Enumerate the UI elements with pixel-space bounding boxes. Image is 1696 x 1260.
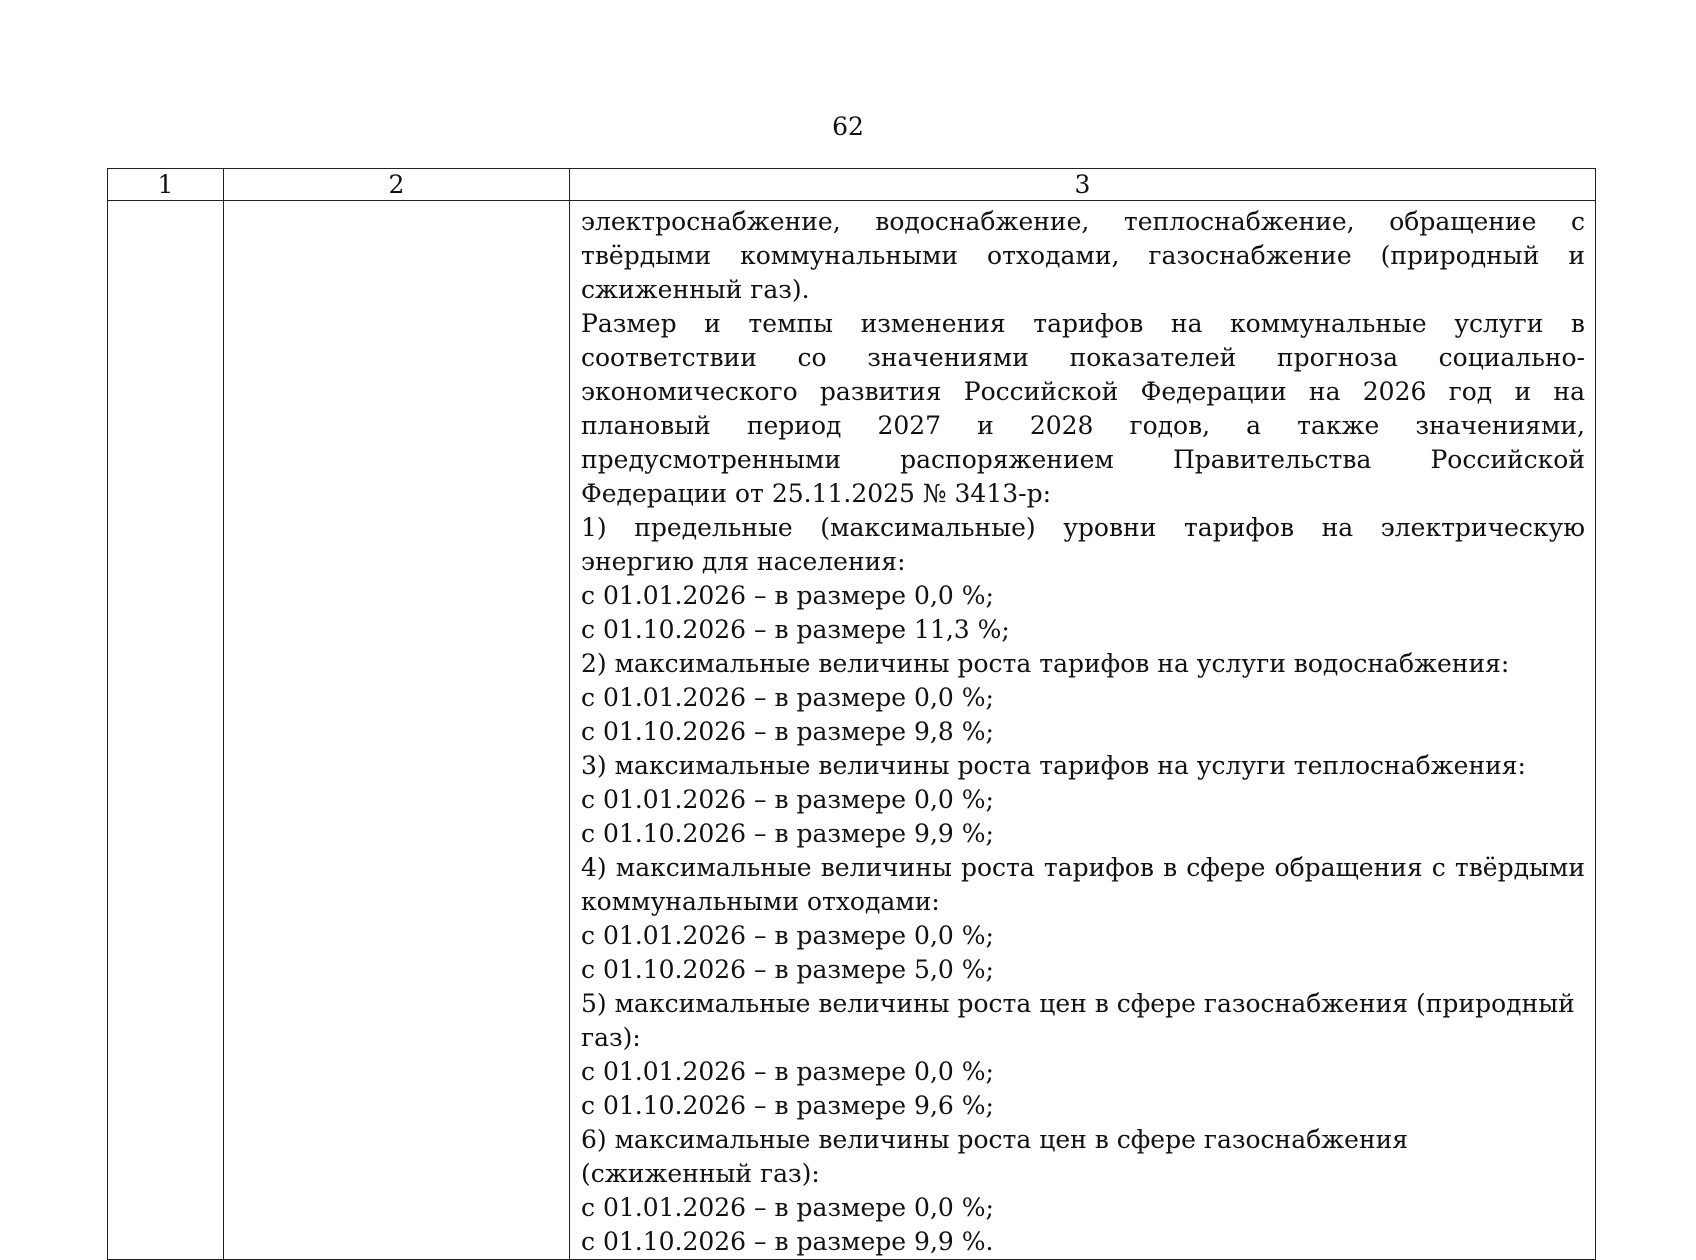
item-natural-gas-heading: 5) максимальные величины роста цен в сфере газоснабжения (природный газ): (581, 989, 1575, 1052)
item-electricity-heading: 1) предельные (максимальные) уровни тарифов на электрическую энергию для населения: (581, 513, 1585, 576)
item-lpg-oct: с 01.10.2026 – в размере 9,9 %. (581, 1227, 994, 1256)
table-row (108, 201, 1596, 1260)
item-lpg-heading: 6) максимальные величины роста цен в сфере газоснабжения (сжиженный газ): (581, 1125, 1409, 1188)
item-lpg-jan: с 01.01.2026 – в размере 0,0 %; (581, 1193, 994, 1222)
item-waste-jan: с 01.01.2026 – в размере 0,0 %; (581, 921, 994, 950)
cell-col-3 (570, 201, 1596, 1260)
item-heat-oct: с 01.10.2026 – в размере 9,9 %; (581, 819, 994, 848)
item-natural-gas-jan: с 01.01.2026 – в размере 0,0 %; (581, 1057, 994, 1086)
page-number: 62 (832, 112, 864, 141)
item-waste-oct: с 01.10.2026 – в размере 5,0 %; (581, 955, 994, 984)
document-table (107, 168, 1596, 1260)
paragraph-tariff-basis: Размер и темпы изменения тарифов на коммунальные услуги в соответствии со значениями показателей прогноза социально-экономического развития Российской Федерации на 2026 год и на плановый период 2027 и 2028 годов, а также значениями, предусмотренными распоряжением Правительства Российской Федерации от 25.11.2025 № 3413-р: (581, 309, 1585, 508)
item-electricity-oct: с 01.10.2026 – в размере 11,3 %; (581, 615, 1010, 644)
item-natural-gas-oct: с 01.10.2026 – в размере 9,6 %; (581, 1091, 994, 1120)
item-heat-heading: 3) максимальные величины роста тарифов на услуги теплоснабжения: (581, 751, 1526, 780)
cell-col-2 (224, 201, 570, 1260)
item-electricity-jan: с 01.01.2026 – в размере 0,0 %; (581, 581, 994, 610)
column-header-3: 3 (570, 169, 1596, 201)
paragraph-utilities-list: электроснабжение, водоснабжение, теплоснабжение, обращение с твёрдыми коммунальными отходами, газоснабжение (природный и сжиженный газ). (581, 207, 1585, 304)
item-water-oct: с 01.10.2026 – в размере 9,8 %; (581, 717, 994, 746)
item-water-jan: с 01.01.2026 – в размере 0,0 %; (581, 683, 994, 712)
item-heat-jan: с 01.01.2026 – в размере 0,0 %; (581, 785, 994, 814)
item-waste-heading: 4) максимальные величины роста тарифов в сфере обращения с твёрдыми коммунальными отходами: (581, 853, 1585, 916)
column-header-2: 2 (224, 169, 570, 201)
cell-col-1 (108, 201, 224, 1260)
item-water-heading: 2) максимальные величины роста тарифов на услуги водоснабжения: (581, 649, 1510, 678)
column-header-1: 1 (108, 169, 224, 201)
tariff-text-block (570, 201, 1595, 1259)
table-header-row (108, 169, 1596, 201)
